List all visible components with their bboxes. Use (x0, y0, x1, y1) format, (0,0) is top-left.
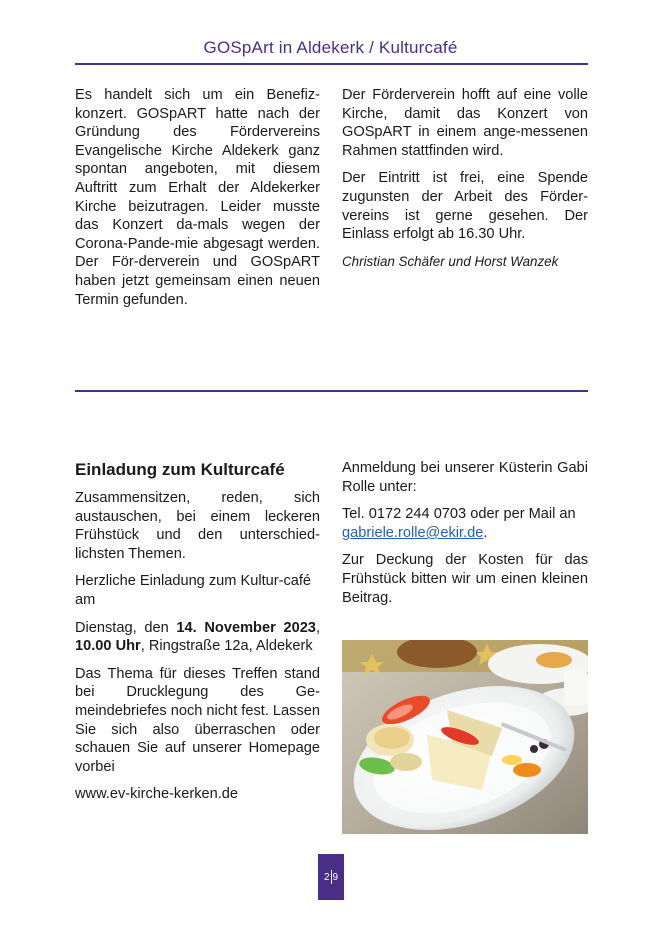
article1-paragraph: Der Förderverein hofft auf eine volle Kirche, damit das Konzert von GOSpART in einem ange-messenen Rahmen stattfinden wird. (342, 87, 588, 159)
page-number-tab (318, 854, 344, 900)
article2-paragraph: Herzliche Einladung zum Kultur-café am (75, 573, 312, 608)
event-date: 14. November 2023 (176, 619, 316, 636)
event-time: 10.00 Uhr (75, 638, 141, 655)
section-divider (75, 390, 588, 392)
breakfast-plate-photo (342, 640, 588, 834)
article2-right-column (342, 459, 588, 616)
article2-paragraph: Zur Deckung der Kosten für das Frühstück bitten wir um einen kleinen Beitrag. (342, 552, 588, 606)
article2-date-line: Dienstag, den 14. November 2023, 10.00 Uhr, Ringstraße 12a, Aldekerk (75, 619, 320, 655)
contact-line: Tel. 0172 244 0703 oder per Mail an gabriele.rolle@ekir.de. (342, 506, 576, 541)
header-divider (75, 63, 588, 65)
page-number-right: 9 (332, 871, 339, 883)
article2-heading: Einladung zum Kulturcafé (75, 460, 285, 479)
page-number-left: 2 (323, 871, 330, 883)
breakfast-plate-illustration (342, 640, 588, 834)
article1-paragraph: Es handelt sich um ein Benefiz-konzert. GOSpART hatte nach der Gründung des Fördervereins Evangelische Kirche Aldekerk ganz spontan angeboten, mit diesem Auftritt zum Erhalt der Aldekerker Kirche beizutragen. Leider musste das Konzert da-mals wegen der Corona-Pande-mie abgesagt werden. Der För-derverein und GOSpART haben jetzt gemeinsam einen neuen Termin gefunden. (75, 87, 320, 308)
article1-paragraph: Der Eintritt ist frei, eine Spende zugunsten der Arbeit des Förder-vereins ist gerne gesehen. Der Einlass erfolgt ab 16.30 Uhr. (342, 170, 588, 243)
article2-paragraph: Zusammensitzen, reden, sich austauschen, bei einem leckeren Frühstück und den unterschied-lichsten Themen. (75, 490, 320, 562)
article1-signature: Christian Schäfer und Horst Wanzek (342, 253, 559, 269)
article2-paragraph: Anmeldung bei unserer Küsterin Gabi Rolle unter: (342, 460, 588, 495)
article1-right-column (342, 86, 588, 280)
website-link[interactable]: www.ev-kirche-kerken.de (75, 786, 239, 803)
article1-left-column (75, 86, 320, 318)
page-header-title: GOSpArt in Aldekerk / Kulturcafé (203, 38, 458, 57)
article2-left-column (75, 459, 320, 813)
page-number-divider (331, 870, 332, 884)
article2-paragraph: Das Thema für dieses Treffen stand bei Drucklegung des Ge-meindebriefes noch nicht fest. Lassen Sie sich also überraschen oder schauen Sie auf unserer Homepage vorbei (75, 665, 320, 775)
email-link[interactable]: gabriele.rolle@ekir.de (342, 524, 484, 541)
